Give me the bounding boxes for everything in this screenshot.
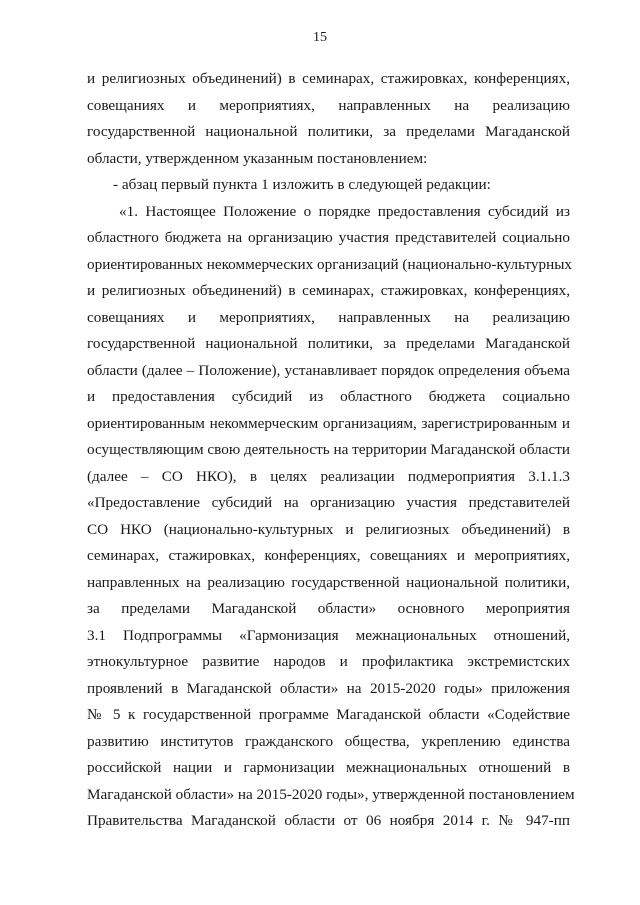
text-line: Магаданской области» на 2015-2020 годы», утвержденной постановлением xyxy=(87,785,575,803)
text-line: 3.1 Подпрограммы «Гармонизация межнациональных отношений, xyxy=(87,626,570,644)
body-text xyxy=(87,66,575,835)
text-line: ориентированных некоммерческих организаций (национально-культурных xyxy=(87,255,573,273)
text-line: государственной национальной политики, за пределами Магаданской xyxy=(87,123,570,140)
text-line: этнокультурное развитие народов и профилактика экстремистских xyxy=(87,653,570,670)
text-line: областного бюджета на организацию участия представителей социально xyxy=(87,229,570,246)
text-line: развитию институтов гражданского общества, укреплению единства xyxy=(87,732,570,750)
text-line: области, утвержденном указанным постановлением: xyxy=(87,149,428,167)
text-line: (далее – СО НКО), в целях реализации подмероприятия 3.1.1.3 xyxy=(87,467,570,485)
text-line: совещаниях и мероприятиях, направленных на реализацию xyxy=(87,308,570,326)
text-line: - абзац первый пункта 1 изложить в следующей редакции: xyxy=(113,176,491,193)
text-line: совещаниях и мероприятиях, направленных на реализацию xyxy=(87,96,570,114)
text-line: за пределами Магаданской области» основного мероприятия xyxy=(87,600,570,617)
text-line: государственной национальной политики, за пределами Магаданской xyxy=(87,335,570,352)
text-line: семинарах, стажировках, конференциях, совещаниях и мероприятиях, xyxy=(87,547,570,564)
text-line: «1. Настоящее Положение о порядке предоставления субсидий из xyxy=(119,202,570,220)
text-line: области (далее – Положение), устанавливает порядок определения объема xyxy=(87,361,570,379)
text-line: Правительства Магаданской области от 06 ноября 2014 г. № 947-пп xyxy=(87,812,570,829)
text-line: направленных на реализацию государственной национальной политики, xyxy=(87,573,570,591)
text-line: проявлений в Магаданской области» на 2015-2020 годы» приложения xyxy=(87,679,570,697)
page-number: 15 xyxy=(313,30,327,45)
text-line: № 5 к государственной программе Магаданской области «Содействие xyxy=(87,706,570,723)
text-line: осуществляющим свою деятельность на территории Магаданской области xyxy=(87,441,570,458)
text-line: СО НКО (национально-культурных и религиозных объединений) в xyxy=(87,520,570,538)
text-line: и религиозных объединений) в семинарах, стажировках, конференциях, xyxy=(87,282,570,299)
text-line: российской нации и гармонизации межнациональных отношений в xyxy=(87,759,570,776)
text-line: ориентированным некоммерческим организациям, зарегистрированным и xyxy=(87,414,570,432)
text-line: и предоставления субсидий из областного бюджета социально xyxy=(87,388,570,405)
text-line: «Предоставление субсидий на организацию участия представителей xyxy=(87,494,570,511)
text-line: и религиозных объединений) в семинарах, стажировках, конференциях, xyxy=(87,70,570,87)
